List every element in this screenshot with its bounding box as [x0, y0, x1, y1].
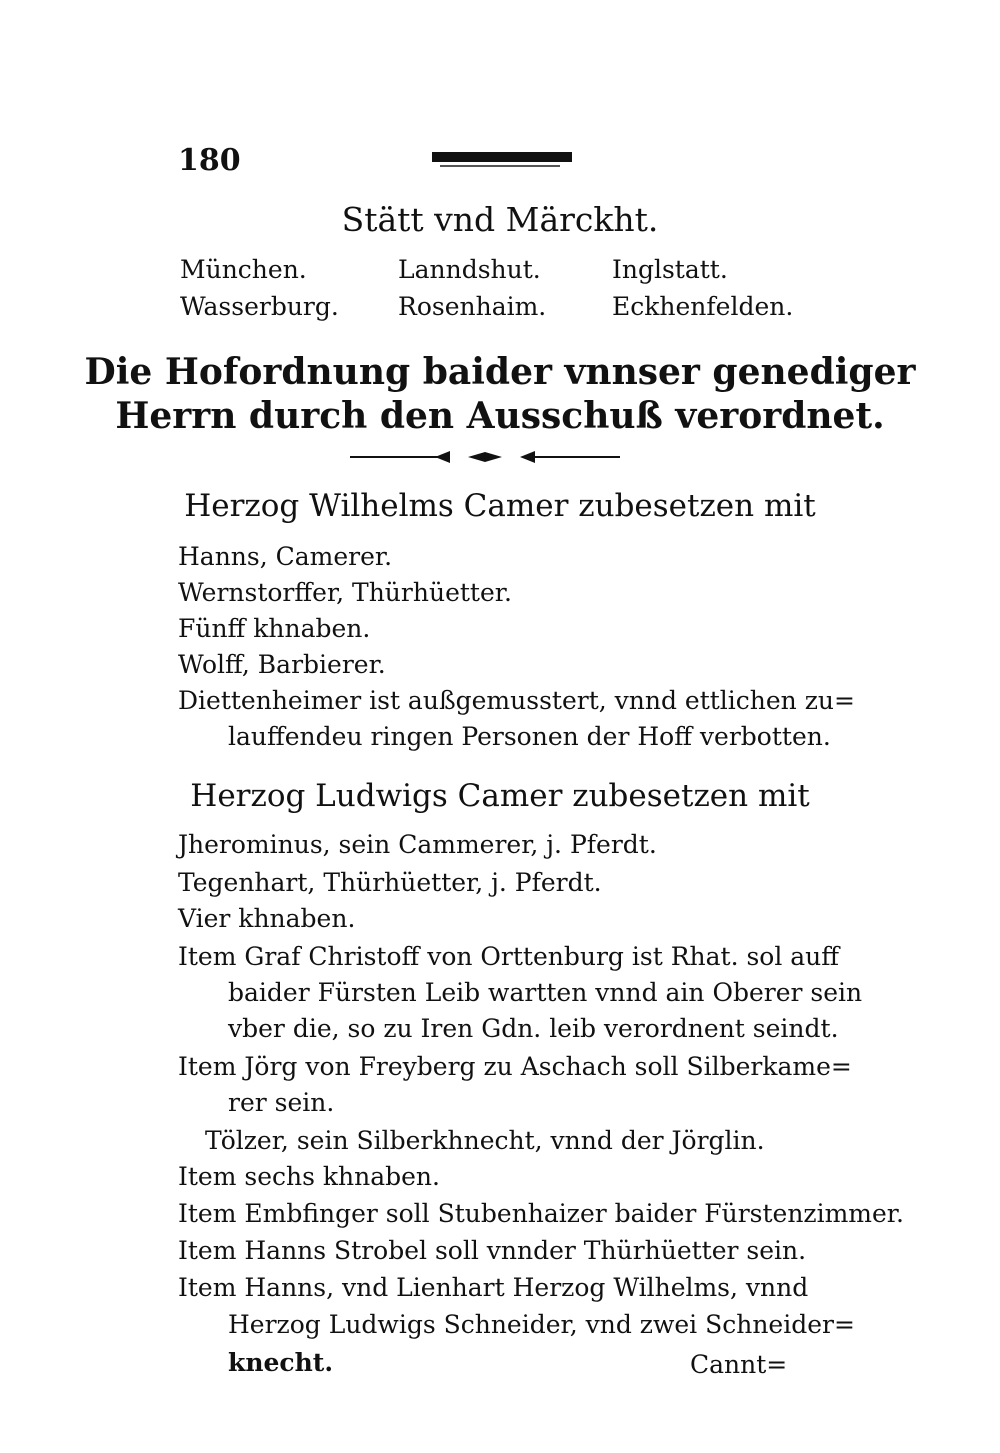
ludwig-chamber-title: Herzog Ludwigs Camer zubesetzen mit [190, 778, 810, 814]
text-line: Tegenhart, Thürhüetter, j. Pferdt. [178, 868, 602, 897]
text-line: Vier khnaben. [178, 904, 356, 933]
header-rule-underline [440, 165, 560, 167]
text-line: Hanns, Camerer. [178, 542, 393, 571]
text-line: Item Jörg von Freyberg zu Aschach soll Silberkame= [178, 1052, 852, 1081]
text-line: Wolff, Barbierer. [178, 650, 386, 679]
place-name: Inglstatt. [612, 255, 728, 284]
place-name: München. [180, 255, 307, 284]
text-line: lauffendeu ringen Personen der Hoff verbotten. [228, 722, 831, 751]
text-line: Tölzer, sein Silberkhnecht, vnnd der Jörglin. [205, 1126, 765, 1155]
text-line: Herzog Ludwigs Schneider, vnd zwei Schneider= [228, 1310, 855, 1339]
text-line: vber die, so zu Iren Gdn. leib verordnent seindt. [228, 1014, 839, 1043]
place-name: Rosenhaim. [398, 292, 547, 321]
text-line: Wernstorffer, Thürhüetter. [178, 578, 512, 607]
text-line: Fünff khnaben. [178, 614, 371, 643]
header-rule-ornament [432, 152, 572, 162]
text-line: Item Hanns Strobel soll vnnder Thürhüetter sein. [178, 1236, 807, 1265]
heading-line-2: Herrn durch den Ausschuß verordnet. [115, 395, 885, 437]
place-name: Lanndshut. [398, 255, 541, 284]
text-line: Item Graf Christoff von Orttenburg ist Rhat. sol auff [178, 942, 840, 971]
page-number: 180 [178, 143, 241, 178]
section-title: Stätt vnd Märckht. [341, 200, 659, 239]
text-line: knecht. [228, 1348, 334, 1377]
text-line: Item sechs khnaben. [178, 1162, 440, 1191]
text-line: rer sein. [228, 1088, 335, 1117]
text-line: baider Fürsten Leib wartten vnnd ain Oberer sein [228, 978, 863, 1007]
place-name: Eckhenfelden. [612, 292, 794, 321]
heading-line-1: Die Hofordnung baider vnnser genediger [84, 351, 916, 393]
divider-ornament [350, 445, 620, 469]
text-line: Item Embfinger soll Stubenhaizer baider Fürstenzimmer. [178, 1199, 904, 1228]
catchword: Cannt= [690, 1350, 788, 1379]
place-name: Wasserburg. [180, 292, 339, 321]
text-line: Diettenheimer ist außgemusstert, vnnd ettlichen zu= [178, 686, 855, 715]
text-line: Jherominus, sein Cammerer, j. Pferdt. [178, 830, 657, 859]
text-line: Item Hanns, vnd Lienhart Herzog Wilhelms, vnnd [178, 1273, 809, 1302]
wilhelm-chamber-title: Herzog Wilhelms Camer zubesetzen mit [184, 488, 816, 524]
